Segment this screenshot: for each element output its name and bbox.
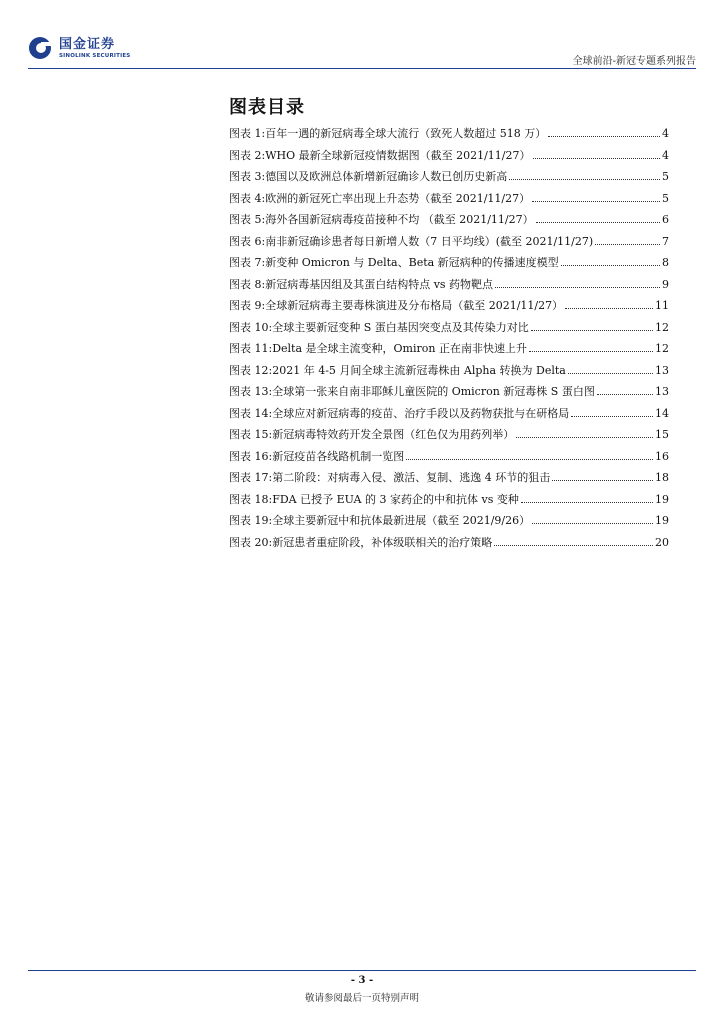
toc-entry[interactable] <box>229 231 669 253</box>
toc-entry-label: 图表 13: <box>229 385 273 399</box>
page-number: - 3 - <box>350 975 374 986</box>
toc-entry-title: 新冠病毒基因组及其蛋白结构特点 vs 药物靶点 <box>265 277 494 291</box>
toc-entry[interactable] <box>229 510 669 532</box>
toc-entry-page: 15 <box>655 428 669 442</box>
toc-leader-dots <box>552 480 653 481</box>
toc-entry[interactable] <box>229 446 669 468</box>
toc-entry-label: 图表 17: <box>229 471 273 485</box>
toc-entry-label: 图表 6: <box>229 234 266 248</box>
toc-leader-dots <box>516 437 653 438</box>
toc-entry-page: 19 <box>655 514 669 528</box>
toc-entry-page: 19 <box>655 492 669 506</box>
toc-entry-page: 4 <box>662 127 669 141</box>
toc-entry-title: FDA 已授予 EUA 的 3 家药企的中和抗体 vs 变种 <box>272 492 519 506</box>
toc-entry-label: 图表 1: <box>229 127 266 141</box>
toc-entry-page: 18 <box>655 471 669 485</box>
sinolink-logo-icon <box>28 36 54 62</box>
toc-entry-title: 欧洲的新冠死亡率出现上升态势（截至 2021/11/27） <box>265 191 531 205</box>
toc-entry-page: 4 <box>662 148 669 162</box>
toc-leader-dots <box>531 330 653 331</box>
toc-entry-page: 20 <box>655 535 669 549</box>
toc-entry-label: 图表 19: <box>229 514 273 528</box>
toc-entry[interactable] <box>229 424 669 446</box>
toc-leader-dots <box>571 416 653 417</box>
toc-entry-page: 5 <box>662 170 669 184</box>
logo-name-cn: 国金证券 <box>59 37 116 52</box>
toc-entry[interactable] <box>229 360 669 382</box>
toc-entry-title: 全球新冠病毒主要毒株演进及分布格局（截至 2021/11/27） <box>265 299 564 313</box>
page-header <box>28 36 696 74</box>
toc-entry-title: Delta 是全球主流变种，Omiron 正在南非快速上升 <box>272 342 527 356</box>
toc-entry-page: 13 <box>655 363 669 377</box>
toc-entry-label: 图表 18: <box>229 492 273 506</box>
toc-entry-page: 11 <box>655 299 669 313</box>
toc-entry-label: 图表 15: <box>229 428 273 442</box>
toc-leader-dots <box>494 545 653 546</box>
toc-entry-page: 14 <box>655 406 669 420</box>
toc-entry[interactable] <box>229 338 669 360</box>
toc-entry[interactable] <box>229 532 669 554</box>
toc-leader-dots <box>532 201 660 202</box>
toc-entry-label: 图表 14: <box>229 406 273 420</box>
toc-entry-title: 新冠患者重症阶段，补体级联相关的治疗策略 <box>272 535 493 549</box>
toc-leader-dots <box>529 351 653 352</box>
toc-entry-label: 图表 11: <box>229 342 273 356</box>
company-logo <box>28 36 130 62</box>
toc-entry-page: 13 <box>655 385 669 399</box>
toc-entry[interactable] <box>229 403 669 425</box>
toc-entry[interactable] <box>229 166 669 188</box>
toc-leader-dots <box>509 179 660 180</box>
toc-entry-page: 12 <box>655 342 669 356</box>
toc-leader-dots <box>532 523 653 524</box>
toc-leader-dots <box>597 394 653 395</box>
toc-entry-page: 7 <box>662 234 669 248</box>
toc-entry-title: 南非新冠确诊患者每日新增人数（7 日平均线）(截至 2021/11/27) <box>265 234 594 248</box>
toc-entry[interactable] <box>229 274 669 296</box>
toc-entry-page: 6 <box>662 213 669 227</box>
toc-entry-label: 图表 2: <box>229 148 266 162</box>
toc-entry-label: 图表 10: <box>229 320 273 334</box>
toc-entry-page: 16 <box>655 449 669 463</box>
toc-leader-dots <box>561 265 660 266</box>
toc-entry-title: 新变种 Omicron 与 Delta、Beta 新冠病种的传播速度模型 <box>265 256 559 270</box>
footer-disclaimer: 敬请参阅最后一页特别声明 <box>304 993 419 1004</box>
toc-entry-title: 全球主要新冠变种 S 蛋白基因突变点及其传染力对比 <box>272 320 529 334</box>
toc-entry-label: 图表 12: <box>229 363 273 377</box>
toc-entry-label: 图表 5: <box>229 213 266 227</box>
toc-entry[interactable] <box>229 145 669 167</box>
toc-entry-label: 图表 3: <box>229 170 266 184</box>
toc-leader-dots <box>406 459 653 460</box>
toc-entry-title: 新冠疫苗各线路机制一览图 <box>272 449 405 463</box>
toc-leader-dots <box>536 222 660 223</box>
toc-entry-title: 海外各国新冠病毒疫苗接种不均 （截至 2021/11/27） <box>265 213 534 227</box>
toc-entry-title: 2021 年 4-5 月间全球主流新冠毒株由 Alpha 转换为 Delta <box>272 363 566 377</box>
toc-entry-label: 图表 9: <box>229 299 266 313</box>
toc-entry[interactable] <box>229 188 669 210</box>
toc-entry-page: 12 <box>655 320 669 334</box>
toc-leader-dots <box>533 158 660 159</box>
toc-entry-title: WHO 最新全球新冠疫情数据图（截至 2021/11/27） <box>265 148 531 162</box>
toc-entry[interactable] <box>229 252 669 274</box>
toc-entry-label: 图表 20: <box>229 535 273 549</box>
toc-entry-title: 全球应对新冠病毒的疫苗、治疗手段以及药物获批与在研格局 <box>272 406 570 420</box>
toc-entry[interactable] <box>229 467 669 489</box>
toc-entry-title: 德国以及欧洲总体新增新冠确诊人数已创历史新高 <box>265 170 508 184</box>
toc-leader-dots <box>521 502 653 503</box>
toc-entry[interactable] <box>229 381 669 403</box>
toc-leader-dots <box>595 244 660 245</box>
toc-entry-title: 新冠病毒特效药开发全景图（红色仅为用药列举） <box>272 428 515 442</box>
report-series-title: 全球前沿-新冠专题系列报告 <box>572 56 696 67</box>
toc-entry[interactable] <box>229 209 669 231</box>
toc-heading: 图表目录 <box>229 97 305 118</box>
header-divider <box>28 68 696 69</box>
logo-name-en: SINOLINK SECURITIES <box>59 53 131 59</box>
toc-entry-page: 5 <box>662 191 669 205</box>
toc-leader-dots <box>565 308 653 309</box>
toc-entry[interactable] <box>229 123 669 145</box>
toc-entry-title: 第二阶段：对病毒入侵、激活、复制、逃逸 4 环节的狙击 <box>272 471 551 485</box>
toc-entry-label: 图表 4: <box>229 191 266 205</box>
toc-list <box>229 123 669 553</box>
toc-entry[interactable] <box>229 317 669 339</box>
toc-entry[interactable] <box>229 295 669 317</box>
toc-entry-page: 8 <box>662 256 669 270</box>
toc-entry-label: 图表 16: <box>229 449 273 463</box>
footer-divider <box>28 970 696 971</box>
toc-leader-dots <box>495 287 660 288</box>
toc-entry[interactable] <box>229 489 669 511</box>
toc-entry-title: 全球主要新冠中和抗体最新进展（截至 2021/9/26） <box>272 514 531 528</box>
toc-leader-dots <box>548 136 660 137</box>
toc-entry-title: 全球第一张来自南非耶稣儿童医院的 Omicron 新冠毒株 S 蛋白图 <box>272 385 595 399</box>
toc-entry-label: 图表 7: <box>229 256 266 270</box>
toc-entry-page: 9 <box>662 277 669 291</box>
toc-entry-label: 图表 8: <box>229 277 266 291</box>
toc-entry-title: 百年一遇的新冠病毒全球大流行（致死人数超过 518 万） <box>265 127 547 141</box>
toc-leader-dots <box>568 373 653 374</box>
